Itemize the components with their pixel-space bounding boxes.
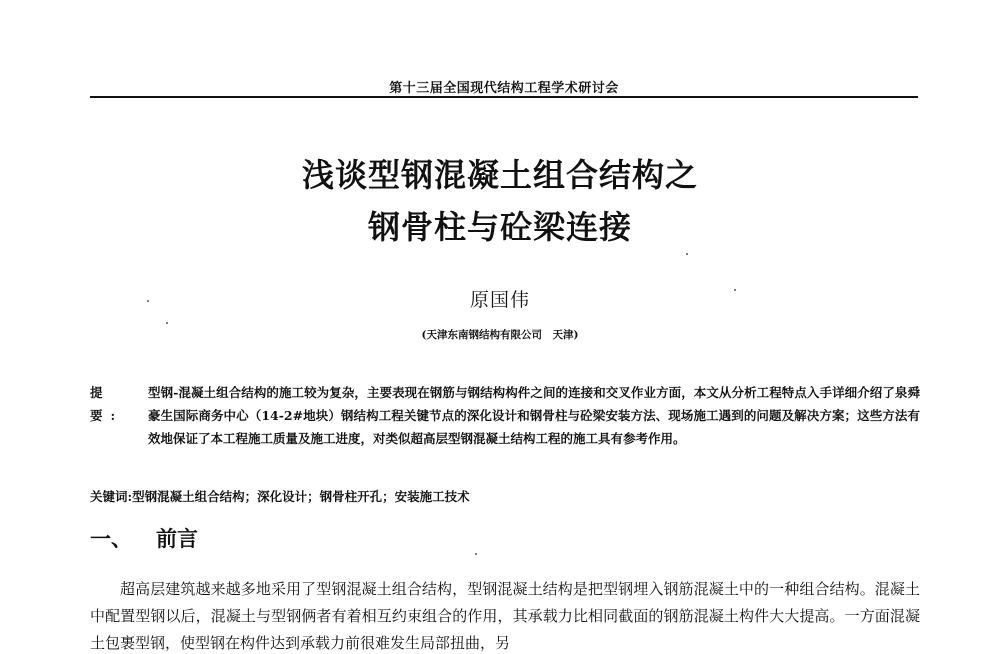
author-name: 原国伟 <box>469 289 530 311</box>
section-heading <box>90 523 198 553</box>
section-title: 前言 <box>156 527 198 551</box>
author-affiliation: (天津东南钢结构有限公司 天津) <box>421 329 579 341</box>
keywords-text: 型钢混凝土组合结构；深化设计；钢骨柱开孔；安装施工技术 <box>132 489 470 504</box>
abstract-text: 型钢-混凝土组合结构的施工较为复杂，主要表现在钢筋与钢结构构件之间的连接和交叉作业方面，本文从分析工程特点入手详细介绍了泉舜豪生国际商务中心（14-2#地块）钢结构工程关键节点的深化设计和钢骨柱与砼梁安装方法、现场施工遇到的问题及解决方案；这些方法有效地保证了本工程施工质量及施工进度，对类似超高层型钢混凝土结构工程的施工具有参考作用。 <box>148 385 920 446</box>
paper-title-line-1: 浅谈型钢混凝土组合结构之 <box>301 156 698 194</box>
abstract-block <box>90 381 920 450</box>
scan-speck <box>734 289 736 291</box>
paper-title-line-2: 钢骨柱与砼梁连接 <box>367 208 632 246</box>
scan-speck <box>166 322 168 324</box>
section-number: 一、 <box>90 527 132 551</box>
keywords-line <box>90 487 920 507</box>
running-header: 第十三届全国现代结构工程学术研讨会 <box>389 81 619 96</box>
abstract-label: 提 要: <box>90 385 124 423</box>
scan-speck <box>475 553 477 555</box>
header-rule <box>90 96 918 98</box>
body-paragraph: 超高层建筑越来越多地采用了型钢混凝土组合结构，型钢混凝土结构是把型钢埋入钢筋混凝土中的一种组合结构。混凝土中配置型钢以后，混凝土与型钢俩者有着相互约束组合的作用，其承载力比相同截面的钢筋混凝土构件大大提高。一方面混凝土包裹型钢，使型钢在构件达到承载力前很难发生局部扭曲，另 <box>90 580 920 652</box>
scan-speck <box>686 253 688 255</box>
scan-speck <box>147 300 149 302</box>
keywords-label: 关键词: <box>90 489 133 504</box>
